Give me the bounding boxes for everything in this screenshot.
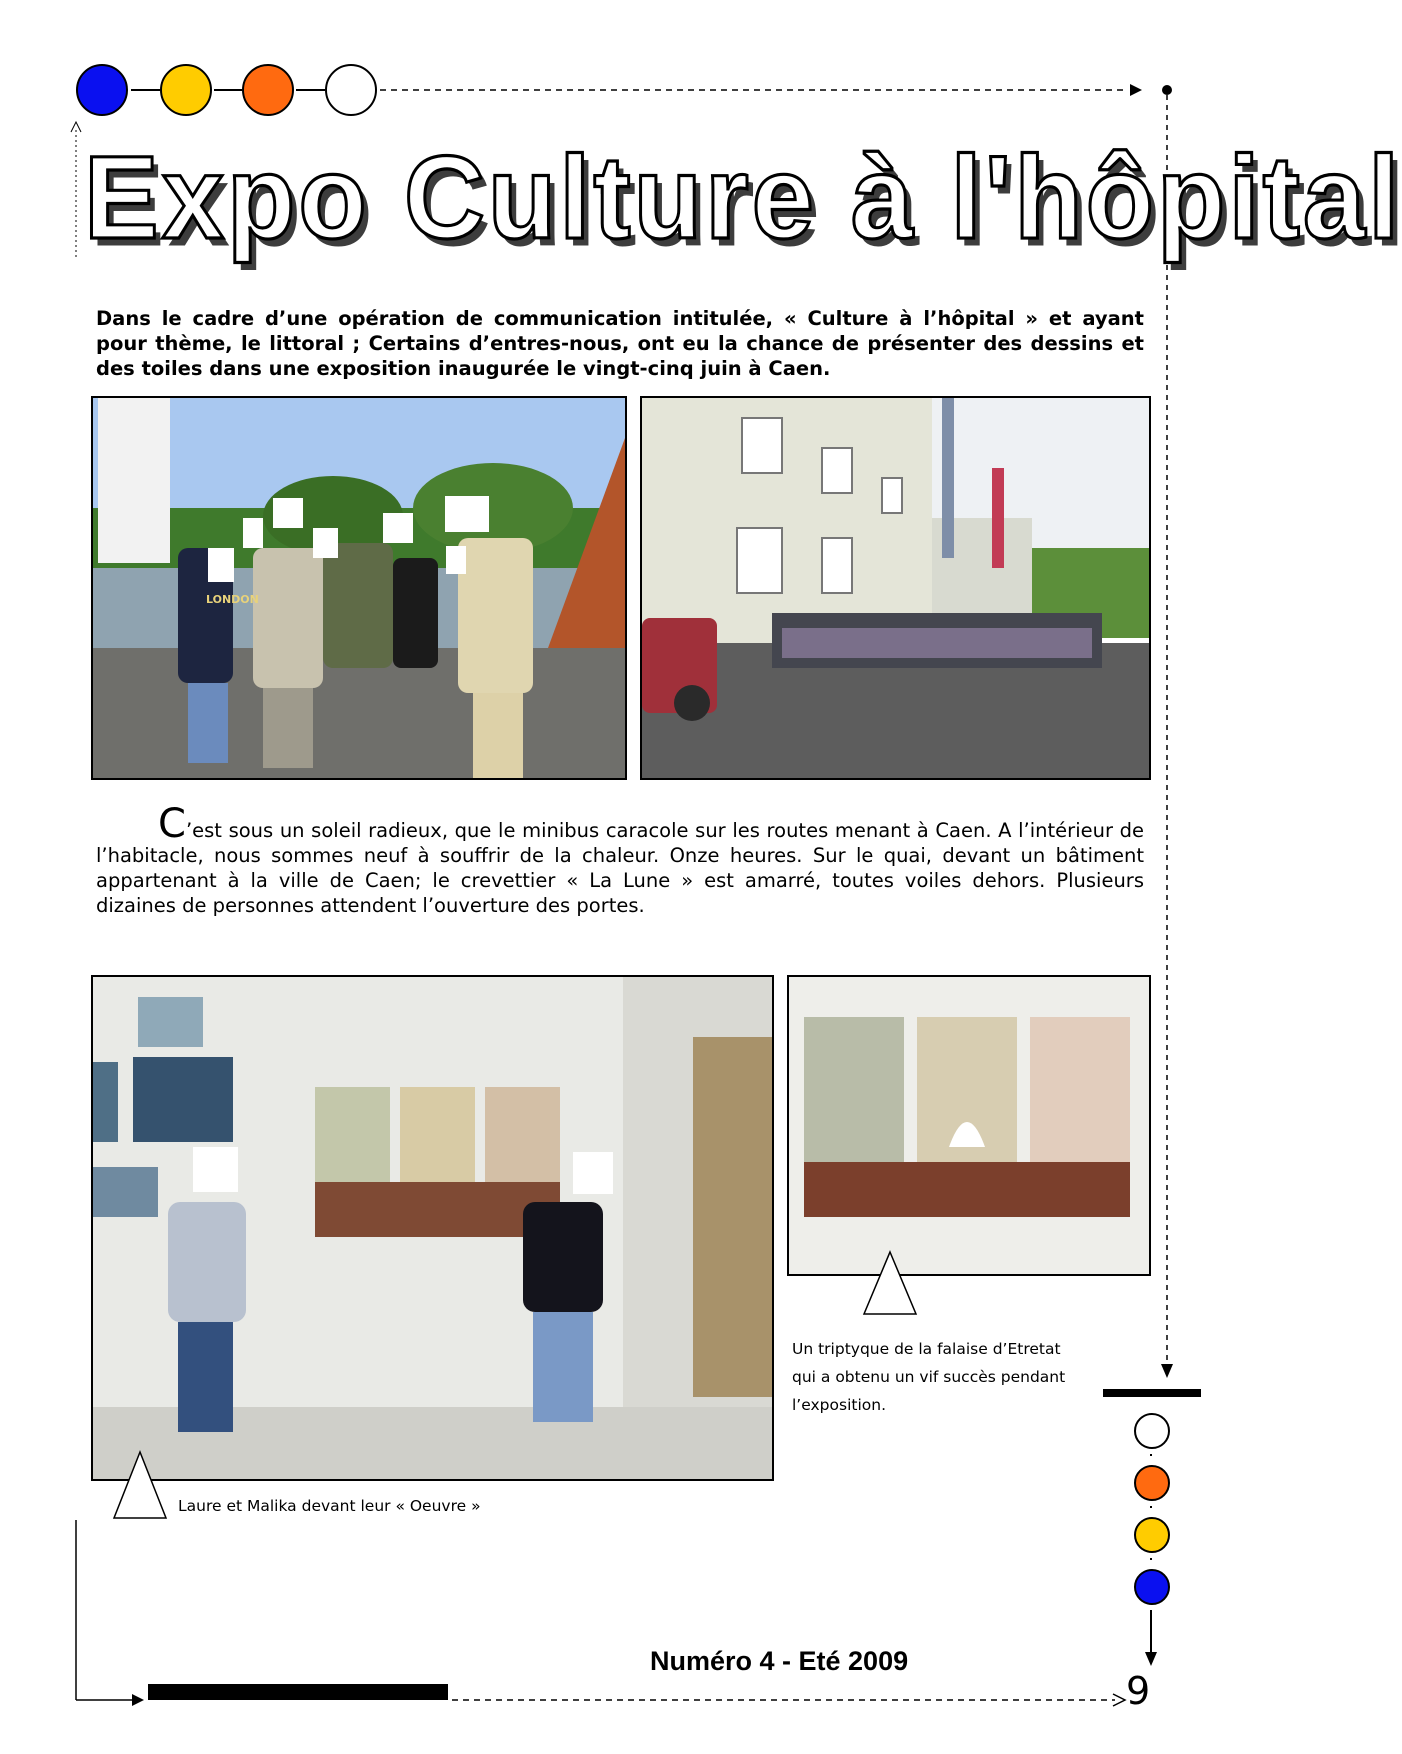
photo-triptych [787, 975, 1151, 1276]
caption-triangle-icon [112, 1450, 168, 1520]
yellow-dot-icon [1134, 1517, 1170, 1553]
white-dot-icon [1134, 1413, 1170, 1449]
intro-paragraph: Dans le cadre d’une opération de communication intitulée, « Culture à l’hôpital » et ayant pour thème, le littoral ; Certains d’entres-nous, ont eu la chance de présenter des dessins et des toiles dans une exposition inaugurée le vingt-cinq juin à Caen. [96, 307, 1144, 380]
photo-laure-malika [91, 975, 774, 1481]
triptych-caption-line: l’exposition. [792, 1396, 886, 1414]
building-photo-illustration [642, 398, 1149, 778]
blue-dot-icon [1134, 1569, 1170, 1605]
shirt-print: LONDON [206, 593, 259, 606]
white-dot-icon [325, 64, 377, 116]
drop-cap: C [158, 801, 186, 847]
triptych-caption-line: Un triptyque de la falaise d’Etretat [792, 1340, 1061, 1358]
artists-caption: Laure et Malika devant leur « Oeuvre » [178, 1497, 481, 1515]
triptych-caption-line: qui a obtenu un vif succès pendant [792, 1368, 1066, 1386]
caption-triangle-icon [862, 1250, 918, 1316]
blue-dot-icon [76, 64, 128, 116]
triptych-caption [792, 1335, 1082, 1419]
orange-dot-icon [1134, 1465, 1170, 1501]
photo-building-crowd [640, 396, 1151, 780]
page-number: 9 [1126, 1669, 1151, 1713]
yellow-dot-icon [160, 64, 212, 116]
body-paragraph [96, 801, 1144, 918]
group-photo-illustration [93, 398, 625, 778]
photo-group-on-quay [91, 396, 627, 780]
issue-label: Numéro 4 - Eté 2009 [650, 1646, 909, 1676]
orange-dot-icon [242, 64, 294, 116]
body-text: ’est sous un soleil radieux, que le minibus caracole sur les routes menant à Caen. A l’intérieur de l’habitacle, nous sommes neuf à souffrir de la chaleur. Onze heures. Sur le quai, devant un bâtiment appartenant à la ville de Caen; le crevettier « La Lune » est amarré, toutes voiles dehors. Plusieurs dizaines de personnes attendent l’ouverture des portes. [96, 819, 1144, 917]
page-title: Expo Culture à l'hôpital [84, 132, 1402, 264]
triptych-photo-illustration [789, 977, 1149, 1274]
exhibition-photo-illustration [93, 977, 772, 1479]
